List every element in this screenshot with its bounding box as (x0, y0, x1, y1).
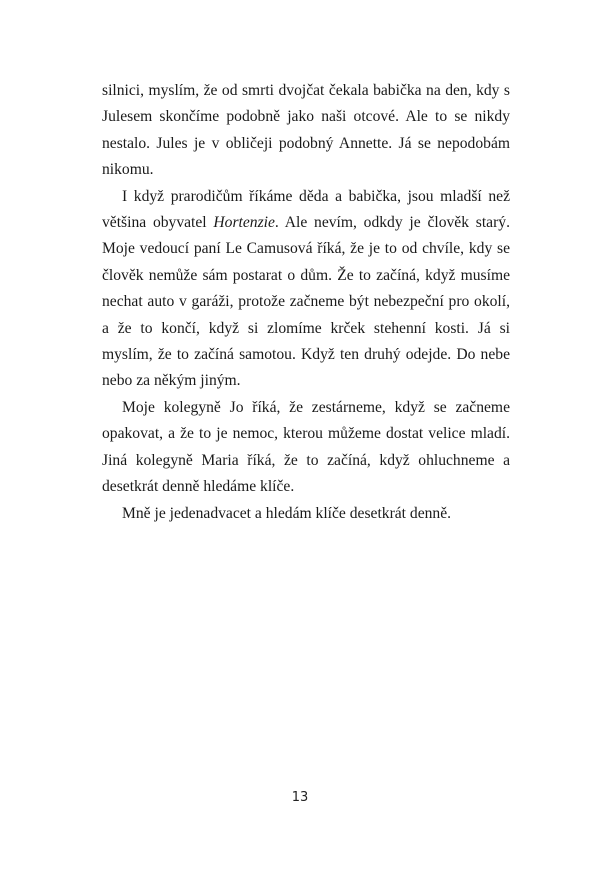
body-text (102, 78, 510, 527)
paragraph-3 (102, 395, 510, 501)
paragraph-4 (102, 501, 510, 527)
paragraph-2 (102, 184, 510, 395)
paragraph-1 (102, 78, 510, 184)
paragraph-4-text: Mně je jedenadvacet a hledám klíče desetkrát denně. (122, 504, 452, 522)
page-number: 13 (291, 790, 309, 805)
paragraph-2-text-a: I když prarodičům říkáme děda a babička, jsou mladší než většina obyvatel (102, 187, 510, 232)
paragraph-3-text: Moje kolegyně Jo říká, že zestárneme, když se začneme opakovat, a že to je nemoc, kterou můžeme dostat velice mladí. Jiná kolegyně Maria říká, že to začíná, když ohluchneme a desetkrát denně hledáme klíče. (102, 398, 510, 496)
book-title-italic: Hortenzie (213, 214, 275, 232)
paragraph-1-text: silnici, myslím, že od smrti dvojčat čekala babička na den, kdy s Julesem skončíme podobně jako naši otcové. Ale to se nikdy nestalo. Jules je v obličeji podobný Annette. Já se nepodobám nikomu. (102, 82, 510, 179)
paragraph-2-text-b: . Ale nevím, odkdy je člověk starý. Moje vedoucí paní Le Camusová říká, že je to od chvíle, kdy se člověk nemůže sám postarat o dům. Že to začíná, když musíme nechat auto v garáži, protože začneme být nebezpeční pro okolí, a že to končí, když si zlomíme krček stehenní kosti. Já si myslím, že to začíná samotou. Když ten druhý odejde. Do nebe nebo za někým jiným. (102, 214, 510, 390)
